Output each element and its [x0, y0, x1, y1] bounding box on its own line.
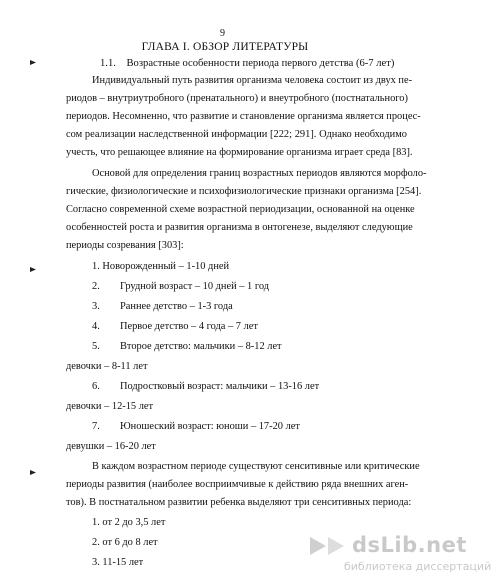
- paragraph-line: риодов – внутриутробного (пренатального) и внеутробного (постнатального): [66, 93, 408, 104]
- list-item-number: 3.: [92, 301, 100, 312]
- list-item: Первое детство – 4 года – 7 лет: [120, 321, 258, 332]
- list-item: 1. Новорожденный – 1-10 дней: [92, 261, 230, 272]
- scan-mark-icon: [30, 470, 36, 475]
- watermark-subtitle: библиотека диссертаций: [344, 560, 491, 573]
- list-item-number: 2.: [92, 281, 100, 292]
- scan-mark-icon: [30, 267, 36, 272]
- paragraph-line: тов). В постнатальном развитии ребенка выделяют три сенситивных периода:: [66, 497, 412, 508]
- list-item: Юношеский возраст: юноши – 17-20 лет: [120, 421, 300, 432]
- watermark: [306, 533, 491, 581]
- paragraph-line: гические, физиологические и психофизиологические признаки организма [254].: [66, 186, 422, 197]
- paragraph-line: Основой для определения границ возрастных периодов являются морфоло-: [92, 168, 427, 179]
- sensitive-period-item: 1. от 2 до 3,5 лет: [92, 517, 166, 528]
- list-item-number: 6.: [92, 381, 100, 392]
- list-item: Грудной возраст – 10 дней – 1 год: [120, 281, 270, 292]
- list-item-number: 5.: [92, 341, 100, 352]
- sensitive-period-item: 3. 11-15 лет: [92, 557, 144, 568]
- paragraph-line: Согласно современной схеме возрастной периодизации, основанной на оценке: [66, 204, 415, 215]
- paragraph-line: периодов. Несомненно, что развитие и становление организма является процес-: [66, 111, 421, 122]
- page-number: 9: [220, 28, 225, 39]
- scan-mark-icon: [30, 60, 36, 65]
- paragraph-line: периоды развития (наиболее восприимчивые к действию ряда внешних аген-: [66, 479, 409, 490]
- paragraph-line: учесть, что решающее влияние на формирование организма играет среда [83].: [66, 147, 413, 158]
- paragraph-line: периоды созревания [303]:: [66, 240, 184, 251]
- paragraph-line: В каждом возрастном периоде существуют сенситивные или критические: [92, 461, 420, 472]
- section-heading: [100, 58, 394, 70]
- list-item-number: 4.: [92, 321, 100, 332]
- list-item: Второе детство: мальчики – 8-12 лет: [120, 341, 282, 352]
- list-item: Подростковый возраст: мальчики – 13-16 лет: [120, 381, 320, 392]
- chapter-title: ГЛАВА I. ОБЗОР ЛИТЕРАТУРЫ: [141, 41, 309, 53]
- list-item-continuation: девочки – 8-11 лет: [66, 361, 148, 372]
- sensitive-period-item: 2. от 6 до 8 лет: [92, 537, 158, 548]
- paragraph-line: сом реализации наследственной информации [222; 291]. Однако необходимо: [66, 129, 407, 140]
- watermark-logo-icon: [306, 533, 350, 559]
- list-item-continuation: девочки – 12-15 лет: [66, 401, 154, 412]
- section-title: Возрастные особенности периода первого детства (6-7 лет): [126, 58, 395, 69]
- watermark-logo: dsLib.net: [352, 533, 467, 557]
- list-item-continuation: девушки – 16-20 лет: [66, 441, 156, 452]
- section-number: 1.1.: [100, 58, 116, 69]
- list-item-number: 7.: [92, 421, 100, 432]
- list-item: Раннее детство – 1-3 года: [120, 301, 233, 312]
- paragraph-line: Индивидуальный путь развития организма человека состоит из двух пе-: [92, 75, 413, 86]
- paragraph-line: особенностей роста и развития организма в онтогенезе, выделяют следующие: [66, 222, 413, 233]
